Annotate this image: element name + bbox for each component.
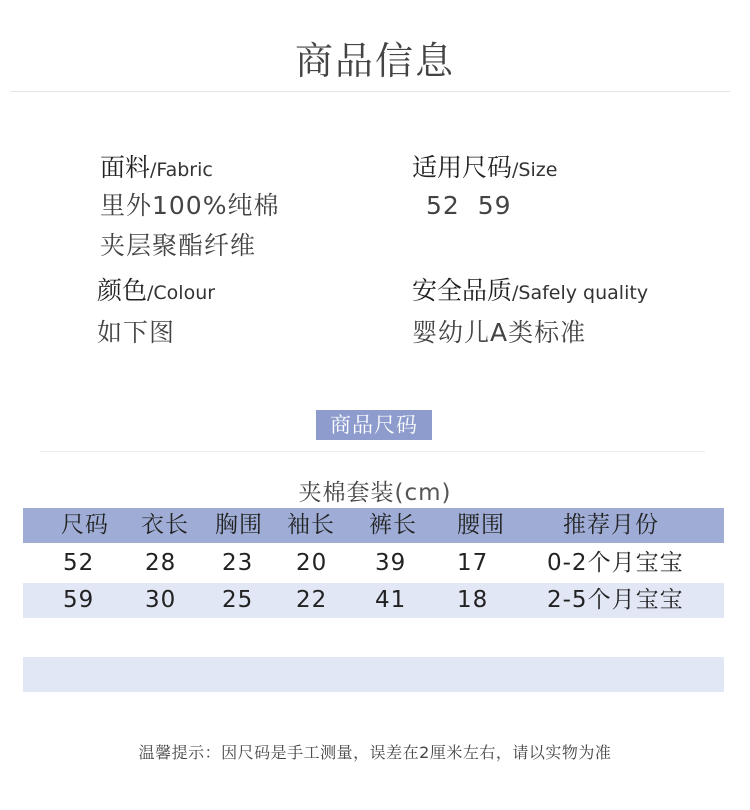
fabric-label <box>100 148 279 184</box>
cell-pants: 41 <box>375 587 407 613</box>
size-section-badge: 商品尺码 <box>316 410 432 440</box>
table-row <box>23 583 724 618</box>
size-label <box>412 148 557 184</box>
cell-sleeve: 22 <box>296 587 328 613</box>
page-title: 商品信息 <box>294 39 455 83</box>
cell-size: 59 <box>63 587 95 613</box>
table-header-row <box>23 508 724 543</box>
colour-info <box>97 271 215 351</box>
table-title-text: 夹棉套装 <box>298 480 395 506</box>
title-divider <box>10 91 730 92</box>
header-sleeve: 袖长 <box>287 512 335 538</box>
cell-waist: 17 <box>457 550 489 576</box>
table-empty-row <box>23 620 724 655</box>
size-value: 52 59 <box>426 191 512 220</box>
cell-chest: 25 <box>222 587 254 613</box>
quality-value: 婴幼儿A类标准 <box>412 318 587 347</box>
cell-pants: 39 <box>375 550 407 576</box>
fabric-label-cn: 面料 <box>100 153 151 182</box>
header-pants: 裤长 <box>369 512 417 538</box>
header-chest: 胸围 <box>215 512 263 538</box>
quality-label <box>412 271 648 307</box>
table-title <box>0 474 750 507</box>
header-months: 推荐月份 <box>563 512 659 538</box>
colour-value: 如下图 <box>97 318 176 347</box>
header-waist: 腰围 <box>457 512 505 538</box>
colour-label-en: /Colour <box>147 282 216 304</box>
cell-chest: 23 <box>222 550 254 576</box>
size-info <box>412 148 557 224</box>
measurement-note: 温馨提示：因尺码是手工测量，误差在2厘米左右，请以实物为准 <box>138 743 612 762</box>
header-size: 尺码 <box>61 512 109 538</box>
colour-label <box>97 271 215 307</box>
quality-label-en: /Safely quality <box>512 282 649 304</box>
cell-size: 52 <box>63 550 95 576</box>
table-row <box>23 546 724 581</box>
cell-months: 2-5个月宝宝 <box>547 587 684 613</box>
header-length: 衣长 <box>141 512 189 538</box>
fabric-label-en: /Fabric <box>150 159 213 181</box>
quality-label-cn: 安全品质 <box>412 276 513 305</box>
cell-months: 0-2个月宝宝 <box>547 550 684 576</box>
cell-length: 30 <box>145 587 177 613</box>
quality-info <box>412 271 648 351</box>
size-label-en: /Size <box>512 159 558 181</box>
fabric-line-2: 夹层聚酯纤维 <box>100 231 257 260</box>
table-empty-row <box>23 657 724 692</box>
table-unit: (cm) <box>394 480 452 506</box>
cell-length: 28 <box>145 550 177 576</box>
colour-label-cn: 颜色 <box>97 276 148 305</box>
fabric-line-1: 里外100%纯棉 <box>100 191 280 220</box>
section-divider <box>40 451 705 452</box>
cell-sleeve: 20 <box>296 550 328 576</box>
size-label-cn: 适用尺码 <box>412 153 513 182</box>
cell-waist: 18 <box>457 587 489 613</box>
fabric-info <box>100 148 279 264</box>
